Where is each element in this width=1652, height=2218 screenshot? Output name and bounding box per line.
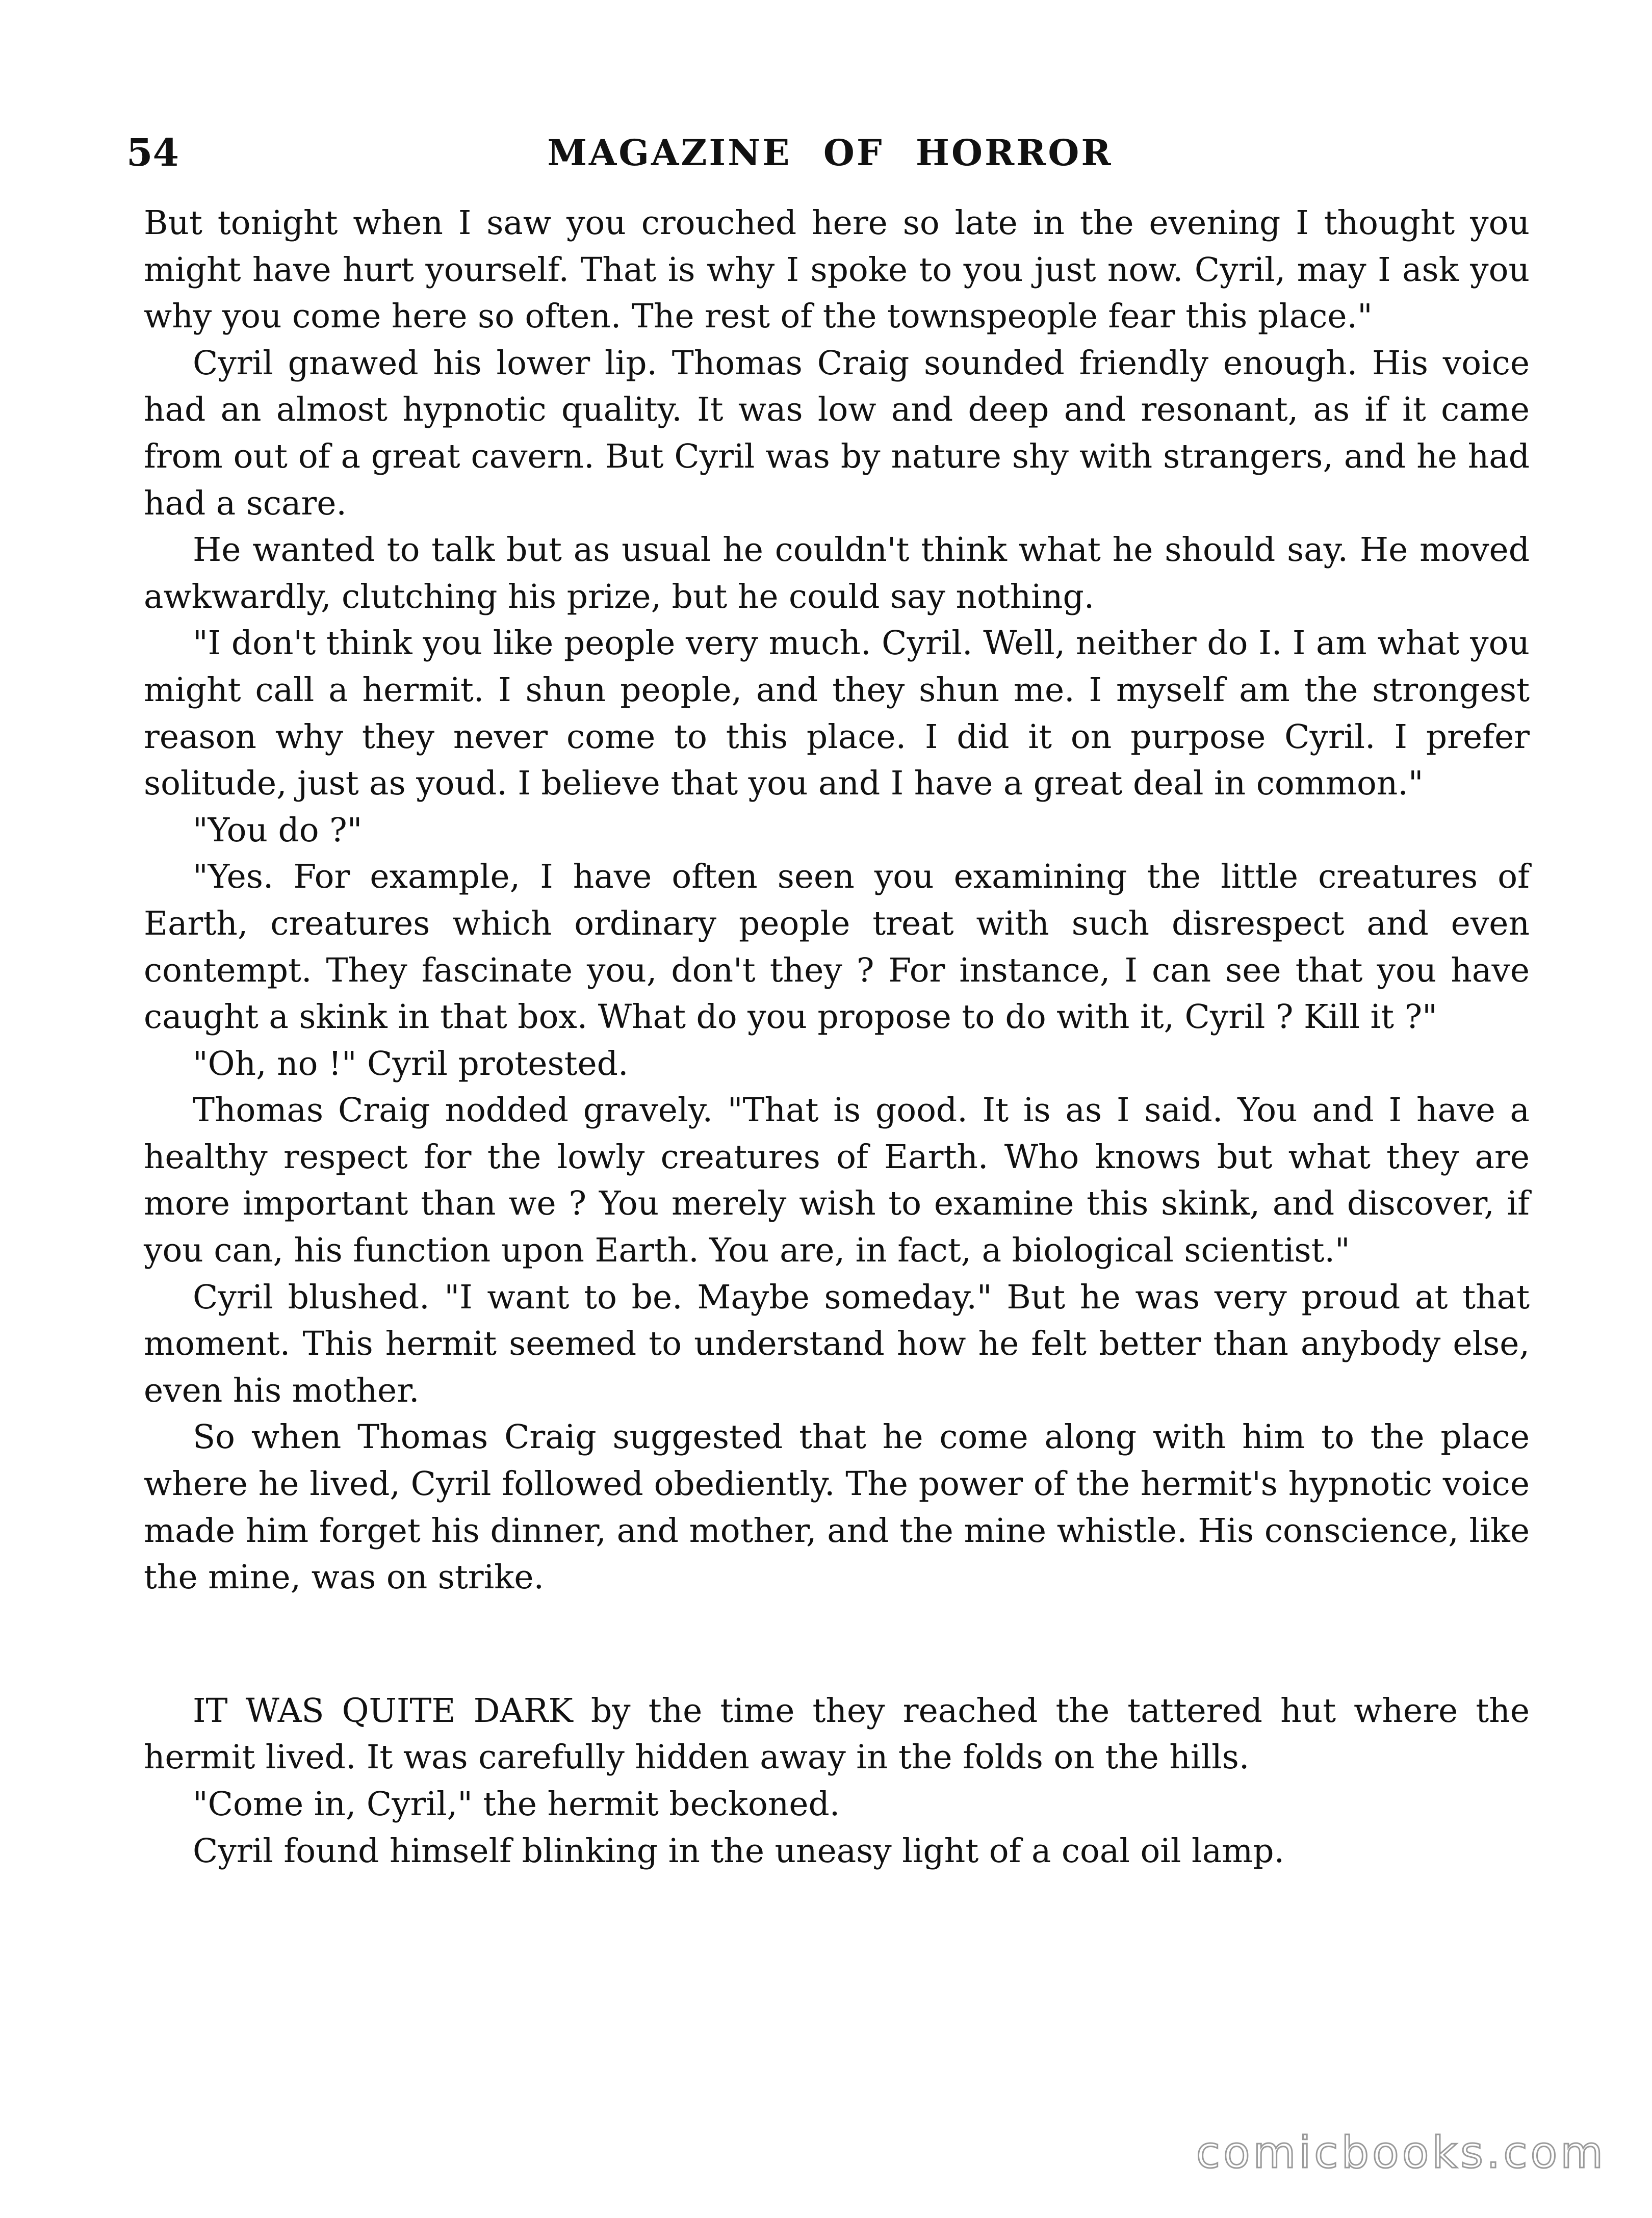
running-title: MAGAZINE OF HORROR	[547, 132, 1113, 174]
paragraph: He wanted to talk but as usual he couldn't think what he should say. He moved awkwardly, clutching his prize, but he could say nothing.	[144, 531, 1530, 616]
section-break	[144, 1601, 1530, 1688]
paragraph: Cyril gnawed his lower lip. Thomas Craig sounded friendly enough. His voice had an almost hypnotic quality. It was low and deep and resonant, as if it came from out of a great cavern. But Cyril was by nature shy with strangers, and he had had a scare.	[144, 344, 1530, 523]
paragraph: Thomas Craig nodded gravely. "That is good. It is as I said. You and I have a healthy respect for the lowly creatures of Earth. Who knows but what they are more important than we ? You merely wish to examine this skink, and discover, if you can, his function upon Earth. You are, in fact, a biological scientist."	[144, 1091, 1530, 1270]
paragraph: "I don't think you like people very much. Cyril. Well, neither do I. I am what you might call a hermit. I shun people, and they shun me. I myself am the strongest reason why they never come to this place. I did it on purpose Cyril. I prefer solitude, just as youd. I believe that you and I have a great deal in common."	[144, 624, 1530, 803]
paragraph: Cyril blushed. "I want to be. Maybe someday." But he was very proud at that moment. This hermit seemed to understand how he felt better than anybody else, even his mother.	[144, 1278, 1530, 1410]
paragraph: "Come in, Cyril," the hermit beckoned.	[193, 1785, 840, 1823]
paragraph: Cyril found himself blinking in the uneasy light of a coal oil lamp.	[193, 1832, 1285, 1870]
page-number: 54	[126, 131, 179, 175]
paragraph: IT WAS QUITE DARK by the time they reached the tattered hut where the hermit lived. It was carefully hidden away in the folds on the hills.	[144, 1691, 1530, 1777]
paragraph: But tonight when I saw you crouched here so late in the evening I thought you might have hurt yourself. That is why I spoke to you just now. Cyril, may I ask you why you come here so often. The rest of the townspeople fear this place."	[144, 204, 1530, 336]
page-header	[126, 127, 1534, 178]
paragraph: "Oh, no !" Cyril protested.	[193, 1044, 629, 1083]
story-text	[144, 200, 1530, 1874]
site-watermark: comicbooks.com	[1196, 2127, 1606, 2178]
paragraph: "Yes. For example, I have often seen you examining the little creatures of Earth, creatures which ordinary people treat with such disrespect and even contempt. They fascinate you, don't they ? For instance, I can see that you have caught a skink in that box. What do you propose to do with it, Cyril ? Kill it ?"	[144, 858, 1530, 1037]
paragraph: So when Thomas Craig suggested that he come along with him to the place where he lived, Cyril followed obediently. The power of the hermit's hypnotic voice made him forget his dinner, and mother, and the mine whistle. His conscience, like the mine, was on strike.	[144, 1418, 1530, 1597]
paragraph: "You do ?"	[193, 811, 363, 849]
